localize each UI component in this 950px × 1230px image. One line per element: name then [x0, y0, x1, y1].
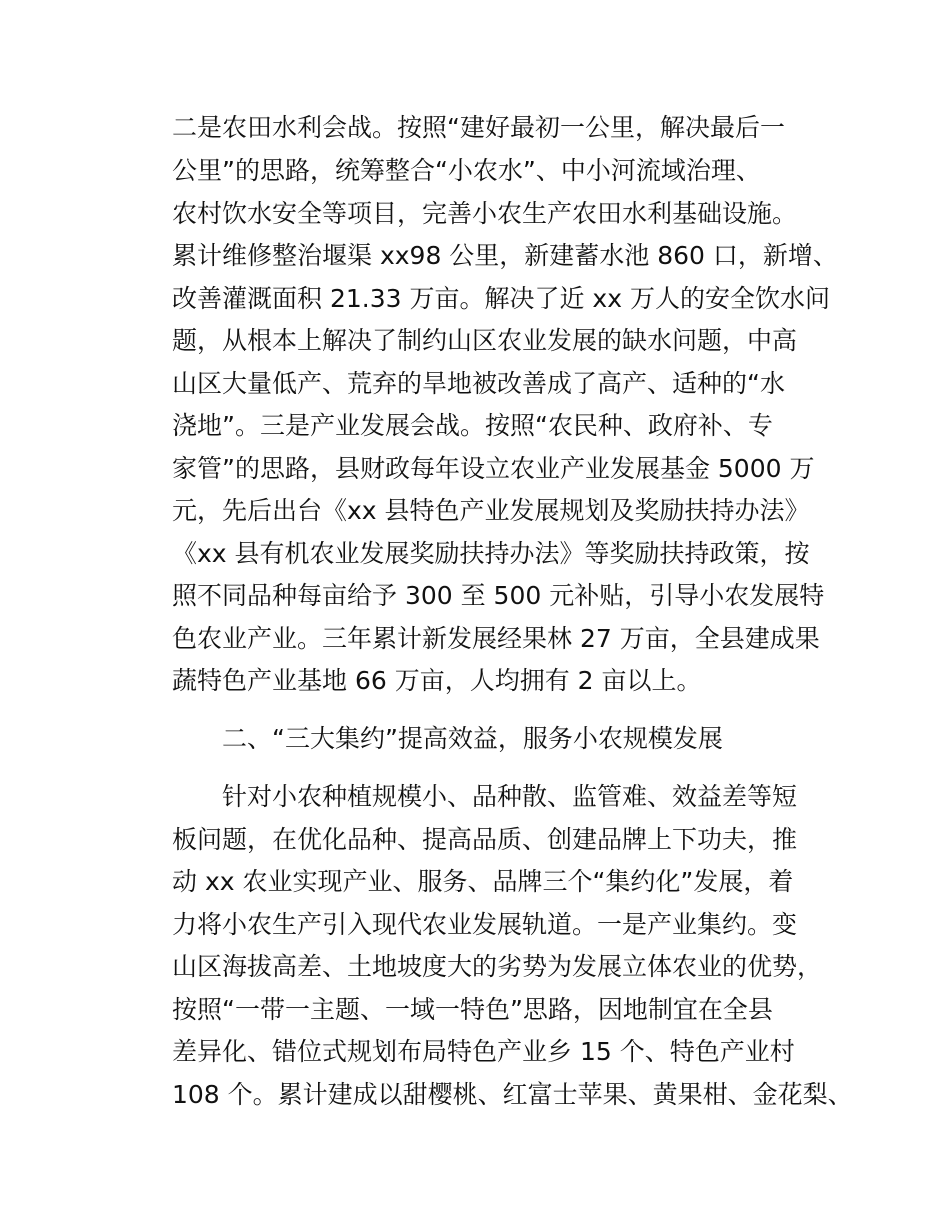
text-line: 针对小农种植规模小、品种散、监管难、效益差等短 [222, 782, 798, 811]
text-line: 累计维修整治堰渠 xx98 公里，新建蓄水池 860 口，新增、 [172, 241, 838, 270]
text-line: 力将小农生产引入现代农业发展轨道。一是产业集约。变 [172, 910, 798, 939]
text-line: 差异化、错位式规划布局特色产业乡 15 个、特色产业村 [172, 1037, 795, 1066]
text-line: 浇地”。三是产业发展会战。按照“农民种、政府补、专 [172, 411, 773, 440]
text-line: 二是农田水利会战。按照“建好最初一公里，解决最后一 [172, 113, 785, 142]
text-line: 板问题，在优化品种、提高品质、创建品牌上下功夫，推 [172, 825, 798, 854]
text-line: 农村饮水安全等项目，完善小农生产农田水利基础设施。 [172, 199, 798, 228]
text-line: 山区海拔高差、土地坡度大的劣势为发展立体农业的优势， [172, 952, 823, 981]
text-line: 《xx 县有机农业发展奖励扶持办法》等奖励扶持政策，按 [172, 539, 810, 568]
text-line: 山区大量低产、荒弃的旱地被改善成了高产、适种的“水 [172, 369, 785, 398]
text-line: 公里”的思路，统筹整合“小农水”、中小河流域治理、 [172, 156, 761, 185]
text-line: 家管”的思路，县财政每年设立农业产业发展基金 5000 万 [172, 454, 815, 483]
text-line: 改善灌溉面积 21.33 万亩。解决了近 xx 万人的安全饮水问 [172, 284, 830, 313]
text-line: 题，从根本上解决了制约山区农业发展的缺水问题，中高 [172, 326, 798, 355]
section-heading: 二、“三大集约”提高效益，服务小农规模发展 [222, 724, 723, 753]
text-line: 色农业产业。三年累计新发展经果林 27 万亩，全县建成果 [172, 624, 820, 653]
text-line: 动 xx 农业实现产业、服务、品牌三个“集约化”发展，着 [172, 867, 794, 896]
text-line: 蔬特色产业基地 66 万亩，人均拥有 2 亩以上。 [172, 666, 702, 695]
text-line: 元，先后出台《xx 县特色产业发展规划及奖励扶持办法》 [172, 496, 810, 525]
text-line: 108 个。累计建成以甜樱桃、红富士苹果、黄果柑、金花梨、 [172, 1080, 853, 1109]
text-line: 按照“一带一主题、一域一特色”思路，因地制宜在全县 [172, 995, 773, 1024]
text-line: 照不同品种每亩给予 300 至 500 元补贴，引导小农发展特 [172, 581, 825, 610]
